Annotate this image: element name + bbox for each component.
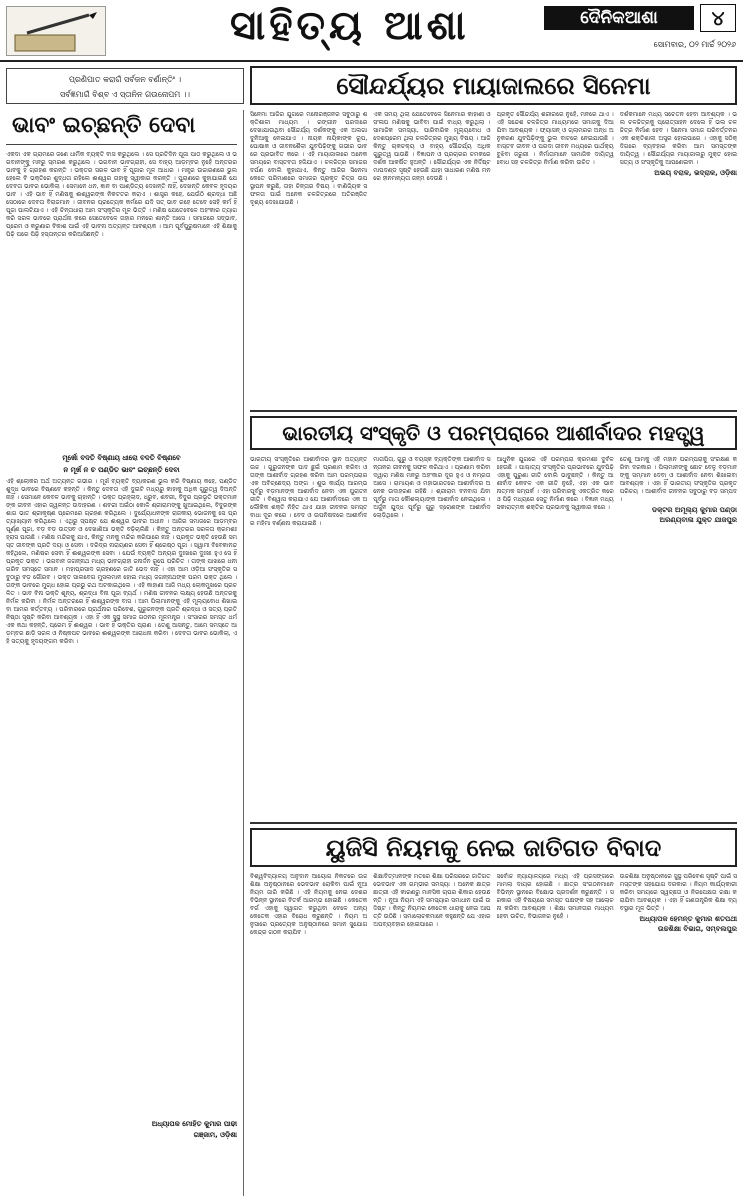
blessing-col-3: ଆଧୁନିକ ଯୁଗରେ ଏହି ପରମ୍ପରା କ୍ରମଶଃ ଦୁର୍ବଳ ହେଉଛି । ପାଶ୍ଚାତ୍ୟ ସଂସ୍କୃତିର ପ୍ରଭାବରେ ଯୁବପିଢ଼ି ଏହାକୁ ପୁରୁଣା ରୀତି ବୋଲି ଭାବୁଛନ୍ତି । କିନ୍ତୁ ଆଶୀର୍ବାଦ କେବଳ ଏକ ରୀତି ନୁହେଁ, ଏହା ଏକ ଭାବନାତ୍ମକ ସମ୍ପର୍କ । ଏହା ପରିବାରକୁ ଏକତ୍ରିତ କରେ ଓ ପିଢ଼ି ମଧ୍ୟରେ ସେତୁ ନିର୍ମାଣ କରେ । ବିଜ୍ଞାନ ମଧ୍ୟ ସକାରାତ୍ମକ ଶକ୍ତିର ପ୍ରଭାବକୁ ସ୍ୱୀକାର କରେ । (496, 456, 614, 511)
newspaper-brand: ଦୈନିକଆଶା (544, 6, 694, 30)
cinema-col-3: ପ୍ରକୃତ ସୌନ୍ଦର୍ଯ୍ୟ ଶରୀରରେ ନୁହେଁ, ମନରେ ଥାଏ । ଏହି ସନ୍ଦେଶ ଚଳଚ୍ଚିତ୍ର ମାଧ୍ୟମରେ ସମାଜକୁ ଦିଆଯିବା ଆବଶ୍ୟକ । ଫ୍ୟାସନ୍ ଓ ଗ୍ଲାମରର ଅନ୍ଧ ଅନୁକରଣ ଯୁବପିଢ଼ିଙ୍କୁ ଭୁଲ ବାଟରେ ନେଇଯାଉଛି । ବାସ୍ତବ ଜୀବନ ଓ ପରଦା ଜୀବନ ମଧ୍ୟରେ ପାର୍ଥକ୍ୟ ବୁଝିବା ଜରୁରୀ । ନିର୍ମାତାମାନେ ସାମାଜିକ ଦାୟିତ୍ୱବୋଧ ସହ ଚଳଚ୍ଚିତ୍ର ନିର୍ମାଣ କରିବା ଉଚିତ । (496, 111, 614, 166)
ugc-byline-place: ଉଚ୍ଚଶିକ୍ଷା ବିଭାଗ, ସମ୍ବଲପୁର (657, 925, 737, 933)
cinema-headline: ସୌନ୍ଦର୍ଯ୍ୟର ମାୟାଜାଲରେ ସିନେମା (250, 66, 737, 105)
cinema-col-4: ଦର୍ଶକମାନେ ମଧ୍ୟ ସଚେତନ ହେବା ଆବଶ୍ୟକ । ଭଲ ଚଳଚ୍ଚିତ୍ରକୁ ପ୍ରୋତ୍ସାହନ ଦେଲେ ହିଁ ଭଲ ଚଳଚ୍ଚିତ୍ର ନିର୍ମାଣ ହେବ । ସିନେମା ସମାଜ ପରିବର୍ତ୍ତନର ଏକ ଶକ୍ତିଶାଳୀ ଅସ୍ତ୍ର ହୋଇପାରେ । ଏହାକୁ ସଠିକ୍ ଦିଗରେ ବ୍ୟବହାର କରିବା ଆମ ସମସ୍ତଙ୍କ ଦାୟିତ୍ୱ । ସୌନ୍ଦର୍ଯ୍ୟର ମାୟାଜାଲରୁ ମୁକ୍ତ ହୋଇ ସତ୍ୟ ଓ ସଂସ୍କୃତିକୁ ଆପଣେଇବା । ଅଭୟ ବରାଳ, ଭଦ୍ରାକ, ଓଡ଼ିଶା (619, 111, 737, 177)
left-article-quote-2: ନ ମୂର୍ଖ ନ ଚ ପଣ୍ଡିତ ଭାବଂ ଇଚ୍ଛନ୍ତି ଦେବା (63, 466, 180, 474)
page-number: ୪ (700, 4, 736, 32)
pen-logo-icon (6, 6, 106, 56)
blessing-byline: ଡକ୍ଟର ଅମୂଲ୍ୟ କୁମାର ପଣ୍ଡା (651, 506, 737, 514)
left-article-byline: ଅଧ୍ୟାପକ ମୋହିତ କୁମାର ପାଢୀ (151, 1120, 237, 1128)
blessing-col-2: ମାତାପିତା, ଗୁରୁ ଓ ବୟସ୍କ ବ୍ୟକ୍ତିଙ୍କ ଆଶୀର୍ବାଦ ସନ୍ତାନର ଜୀବନକୁ ସଫଳ କରିଥାଏ । ପ୍ରଣାମ କରିବା ଦ୍ୱାରା ମଣିଷ ମନରୁ ଅହଂକାର ଦୂର ହୁଏ ଓ ନମ୍ରତା ଆସେ । ରାମାୟଣ ଓ ମହାଭାରତରେ ଆଶୀର୍ବାଦର ଅନେକ ଉଦାହରଣ ରହିଛି । ଶ୍ରୀରାମ ବନବାସ ଯିବା ପୂର୍ବରୁ ମାତା କୌଶଲ୍ୟାଙ୍କ ଆଶୀର୍ବାଦ ନେଇଥିଲେ । ଅର୍ଜୁନ ଯୁଦ୍ଧ ପୂର୍ବରୁ ଗୁରୁ ଦ୍ରୋଣଙ୍କ ଆଶୀର୍ବାଦ ଲୋଡ଼ିଥିଲେ । (373, 456, 491, 519)
cinema-byline: ଅଭୟ ବରାଳ, ଭଦ୍ରାକ, ଓଡ଼ିଶା (654, 169, 737, 177)
ugc-byline: ଅଧ୍ୟାପକ ହେମନ୍ତ କୁମାର ଶତପଥୀ (639, 915, 737, 923)
ugc-col-3: ସର୍ବୋଚ୍ଚ ନ୍ୟାୟାଳୟରେ ମଧ୍ୟ ଏହି ପ୍ରସଙ୍ଗରେ ମାମଲା ଦାୟର ହୋଇଛି । ଛାତ୍ର ସଂଗଠନମାନେ ବିଭିନ୍ନ ସ୍ଥାନରେ ବିକ୍ଷୋଭ ପ୍ରଦର୍ଶନ କରୁଛନ୍ତି । ସରକାର ଏହି ବିଷୟରେ ସମସ୍ତ ପକ୍ଷଙ୍କ ସହ ଆଲୋଚନା କରିବା ଆବଶ୍ୟକ । ଶିକ୍ଷା ସମାନତାର ମାଧ୍ୟମ ହେବା ଉଚିତ, ବିଭାଜନର ନୁହେଁ । (496, 873, 614, 920)
article-ugc (250, 828, 737, 1196)
article-cinema (250, 66, 737, 406)
dedication-box (6, 68, 244, 104)
left-article-byline-place: ଗଞ୍ଜାମ, ଓଡ଼ିଶା (193, 1131, 237, 1139)
ugc-col-1: ବିଶ୍ୱବିଦ୍ୟାଳୟ ଅନୁଦାନ ଆୟୋଗ ନିକଟରେ ଉଚ୍ଚଶିକ୍ଷା ଅନୁଷ୍ଠାନରେ ଭେଦଭାବ ରୋକିବା ପାଇଁ ନୂଆ ନିୟମ ଜାରି କରିଛି । ଏହି ନିୟମକୁ ନେଇ ଦେଶର ବିଭିନ୍ନ ସ୍ଥାନରେ ବିତର୍କ ଆରମ୍ଭ ହୋଇଛି । କେତେକ ବର୍ଗ ଏହାକୁ ସ୍ୱାଗତ କରୁଥିବା ବେଳେ ଅନ୍ୟ କେତେକ ଏହାର ବିରୋଧ କରୁଛନ୍ତି । ନିୟମ ଅନୁସାରେ ପ୍ରତ୍ୟେକ ଅନୁଷ୍ଠାନରେ ସମାନ ସୁଯୋଗ କେନ୍ଦ୍ର ଗଠନ କରାଯିବ । (250, 873, 368, 936)
blessing-col-1: ଭାରତୀୟ ସଂସ୍କୃତିରେ ଆଶୀର୍ବାଦର ସ୍ଥାନ ଅତ୍ୟନ୍ତ ଉଚ୍ଚ । ଗୁରୁଜନଙ୍କ ପାଦ ଛୁଇଁ ପ୍ରଣାମ କରିବା ଓ ତାଙ୍କ ଆଶୀର୍ବାଦ ଗ୍ରହଣ କରିବା ଆମ ପରମ୍ପରାର ଏକ ଅବିଚ୍ଛେଦ୍ୟ ଅଙ୍ଗ । ଶୁଭ କାର୍ଯ୍ୟ ଆରମ୍ଭ ପୂର୍ବରୁ ବଡ଼ମାନଙ୍କ ଆଶୀର୍ବାଦ ନେବା ଏକ ପୁରାତନ ରୀତି । ବିଶ୍ୱାସ କରାଯାଏ ଯେ ଆଶୀର୍ବାଦରେ ଏକ ଅଲୌକିକ ଶକ୍ତି ନିହିତ ଥାଏ ଯାହା ଜୀବନର ସମସ୍ତ ବାଧା ଦୂର କରେ । ବେଦ ଓ ଉପନିଷଦରେ ଆଶୀର୍ବାଦର ମହିମା ବର୍ଣ୍ଣନା କରାଯାଇଛି । (250, 456, 368, 527)
section-title: ସାହିତ୍ୟ ଆଶା (230, 2, 470, 49)
ugc-col-4: ଉଚ୍ଚଶିକ୍ଷା ଅନୁଷ୍ଠାନରେ ସୁସ୍ଥ ପରିବେଶ ସୃଷ୍ଟି ପାଇଁ ସମସ୍ତଙ୍କ ସହଯୋଗ ଦରକାର । ନିୟମ କାର୍ଯ୍ୟକାରୀ କରିବା ସମୟରେ ସ୍ୱଚ୍ଛତା ଓ ନିରପେକ୍ଷତା ରକ୍ଷା କରାଯିବା ଆବଶ୍ୟକ । ଏହା ହିଁ ଗଣତାନ୍ତ୍ରିକ ଶିକ୍ଷା ବ୍ୟବସ୍ଥାର ମୂଳ ଭିତ୍ତି । ଅଧ୍ୟାପକ ହେମନ୍ତ କୁମାର ଶତପଥୀ ଉଚ୍ଚଶିକ୍ଷା ବିଭାଗ, ସମ୍ବଲପୁର (619, 873, 737, 933)
blessing-byline-place: ଅରଣ୍ୟବାଳା ଯୁକ୍ତ ଯାଜପୁର (659, 516, 737, 524)
dateline: ସୋମବାର, ୦୨ ମାର୍ଚ୍ଚ ୨୦୨୬ (653, 40, 736, 49)
section-divider-1 (250, 410, 737, 412)
section-divider-2 (250, 822, 737, 824)
dedication-line-1: ପ୍ରଣିପାତ କରାଗଁ ସର୍ବଜନ ବର୍ଣାନ୍ତିଂ । (68, 75, 182, 84)
article-blessing (250, 416, 737, 816)
blessing-headline: ଭାରତୀୟ ସଂସ୍କୃତି ଓ ପରମ୍ପରାରେ ଆଶୀର୍ବାଦର ମହତ୍ତ୍ୱ (250, 416, 737, 450)
cinema-col-1: ସିନେମା ଆଜିର ଯୁଗରେ ମନୋରଞ୍ଜନର ସବୁଠାରୁ ଶକ୍ତିଶାଳୀ ମାଧ୍ୟମ । ରଙ୍ଗୀନ ପରଦାରେ ଦେଖାଯାଉଥିବା ସୌନ୍ଦର୍ଯ୍ୟ ଦର୍ଶକଙ୍କୁ ଏକ ଅଲଗା ଦୁନିଆକୁ ନେଇଯାଏ । ନାୟକ ନାୟିକାଙ୍କ ରୂପ, ପୋଷାକ ଓ ଜୀବନଶୈଳୀ ଯୁବପିଢ଼ିଙ୍କୁ ଗଭୀର ଭାବରେ ପ୍ରଭାବିତ କରେ । ଏହି ମାୟାଜାଲରେ ଅନେକ ସମୟରେ ବାସ୍ତବତା ହଜିଯାଏ । ଚଳଚ୍ଚିତ୍ର ସମାଜର ଦର୍ପଣ ବୋଲି କୁହାଯାଏ, କିନ୍ତୁ ଆଜିର ସିନେମା କେତେ ପରିମାଣରେ ସମାଜର ପ୍ରକୃତ ଚିତ୍ର ଉପସ୍ଥାପନ କରୁଛି, ତାହା ଚିନ୍ତାର ବିଷୟ । ବାଣିଜ୍ୟିକ ସଫଳତା ପାଇଁ ଅନେକ ଚଳଚ୍ଚିତ୍ରରେ ଅତିରଞ୍ଜିତ ଦୃଶ୍ୟ ଦେଖାଯାଉଛି । (250, 111, 368, 206)
left-article-quote-1: ମୂର୍ଖୋ ବଦତି ବିଷ୍ଣାୟ ଧୀରୋ ବଦତି ବିଷ୍ଣବେ (62, 454, 181, 462)
ugc-headline: ୟୁଜିସି ନିୟମକୁ ନେଇ ଜାତିଗତ ବିବାଦ (250, 828, 737, 867)
blessing-col-4: ତେଣୁ ଆମକୁ ଏହି ମହାନ ପରମ୍ପରାକୁ ସଂରକ୍ଷଣ କରିବା ଦରକାର । ପିଲାମାନଙ୍କୁ ଛୋଟ ବେଳୁ ବଡ଼ମାନଙ୍କୁ ସମ୍ମାନ ଦେବା ଓ ଆଶୀର୍ବାଦ ନେବା ଶିଖାଇବା ଆବଶ୍ୟକ । ଏହା ହିଁ ଭାରତୀୟ ସଂସ୍କୃତିର ପ୍ରକୃତ ପରିଚୟ । ଆଶୀର୍ବାଦ ଜୀବନର ସବୁଠାରୁ ବଡ଼ ସମ୍ପଦ । ଡକ୍ଟର ଅମୂଲ୍ୟ କୁମାର ପଣ୍ଡା ଅରଣ୍ୟବାଳା ଯୁକ୍ତ ଯାଜପୁର (619, 456, 737, 524)
left-article-body-1: ଏକଦା ଏକ ଗ୍ରାମରେ ଜଣେ ଧାର୍ମିକ ବ୍ୟକ୍ତି ବାସ କରୁଥିଲେ । ସେ ପ୍ରତିଦିନ ପୂଜା ପାଠ କରୁଥିଲେ ଓ ଭଗବାନଙ୍କୁ ମନରୁ ସ୍ମରଣ କରୁଥିଲେ । ଭଗବାନ ଭାବଗ୍ରାହୀ, ସେ ବାହ୍ୟ ଆଡ଼ମ୍ବର ନୁହେଁ ଅନ୍ତରର ଭାବକୁ ହିଁ ଗ୍ରହଣ କରନ୍ତି । ଭକ୍ତର ସରଳ ଭାବ ହିଁ ପୂଜାର ମୂଳ ଆଧାର । ମନ୍ତ୍ର ଉଚ୍ଚାରଣରେ ଭୁଲ ହେଲେ ବି ଭକ୍ତିରେ ଶୁଦ୍ଧତା ରହିଲେ ଈଶ୍ୱର ତାହାକୁ ସ୍ୱୀକାର କରନ୍ତି । ପୁରାଣରେ କୁହାଯାଇଛି ଯେ ଦେବତା ଭାବର ଭୋକିଲା । ସେମାନେ ଧନ, ଜ୍ଞାନ ବା ପାଣ୍ଡିତ୍ୟ ଦେଖନ୍ତି ନାହିଁ, ଦେଖନ୍ତି କେବଳ ହୃଦୟର ଭାବ । ଏହି ଭାବ ହିଁ ମଣିଷକୁ ଈଶ୍ୱରଙ୍କ ନିକଟତର କରାଏ । ଶାସ୍ତ୍ର କହେ, ଯେଉଁଠି ଶ୍ରଦ୍ଧା ଅଛି ସେଠାରେ ଦେବତା ବିରାଜମାନ । ଜୀବନର ପ୍ରତ୍ୟେକ କର୍ମରେ ଯଦି ସତ୍ ଭାବ ରହେ ତେବେ ସେହି କର୍ମ ହିଁ ପୂଜା ପାଲଟିଯାଏ । ଏହି ଚିନ୍ତାଧାରା ଆମ ସଂସ୍କୃତିର ମୂଳ ଭିତ୍ତି । ମଣିଷ ଯେତେବେଳେ ଅହଂକାର ତ୍ୟାଗ କରି ସରଳ ଭାବରେ ପ୍ରାର୍ଥନା କରେ ସେତେବେଳେ ତାହାର ମନରେ ଶାନ୍ତି ଆସେ । ସମାଜରେ ସଦ୍‌ଭାବ, ପ୍ରେମ ଓ କରୁଣାର ବିକାଶ ପାଇଁ ଏହି ଭାବନା ଅତ୍ୟନ୍ତ ଆବଶ୍ୟକ । ଆମ ପୂର୍ବପୁରୁଷମାନେ ଏହି ଶିକ୍ଷାକୁ ପିଢ଼ି ପରେ ପିଢ଼ି ହସ୍ତାନ୍ତର କରିଆସିଛନ୍ତି । (6, 151, 237, 238)
left-article (6, 110, 244, 1196)
left-article-body-2: ଏହି ଶ୍ଲୋକର ଅର୍ଥ ଅତ୍ୟନ୍ତ ଗଭୀର । ମୂର୍ଖ ବ୍ୟକ୍ତି ବ୍ୟାକରଣ ଭୁଲ କରି ବିଷ୍ଣାୟ କହେ, ପଣ୍ଡିତ ଶୁଦ୍ଧ ଭାବରେ ବିଷ୍ଣବେ କହନ୍ତି । କିନ୍ତୁ ଦେବତା ଏହି ଦୁଇଟି ମଧ୍ୟରୁ କାହାକୁ ଅଧିକ ଗୁରୁତ୍ୱ ଦିଅନ୍ତି ନାହିଁ । ସେମାନେ କେବଳ ଭାବକୁ ଚାହାନ୍ତି । ଭକ୍ତ ପ୍ରହ୍ଲାଦ, ଧ୍ରୁବ, ଶବରୀ, ବିଦୁର ପ୍ରଭୃତି ଭକ୍ତମାନଙ୍କ ଜୀବନ ଏହାର ଜ୍ୱଳନ୍ତ ଉଦାହରଣ । ଶବରୀ ଅଇଁଠା କୋଳି ଶ୍ରୀରାମଙ୍କୁ ଖୁଆଇଥିଲେ, ବିଦୁରଙ୍କ ଶାଗ ଭାତ ଶ୍ରୀକୃଷ୍ଣ ପ୍ରେମରେ ଗ୍ରହଣ କରିଥିଲେ । ଦୁର୍ଯ୍ୟୋଧନଙ୍କ ରାଜକୀୟ ଭୋଜନକୁ ସେ ପ୍ରତ୍ୟାଖ୍ୟାନ କରିଥିଲେ । ଏଥିରୁ ସ୍ପଷ୍ଟ ଯେ ଈଶ୍ୱର ଭାବର ଅଧୀନ । ଆଜିର ସମାଜରେ ଆଡ଼ମ୍ବରପୂର୍ଣ୍ଣ ପୂଜା, ବଡ଼ ବଡ଼ ଉତ୍ସବ ଓ ଦେଖାଣିଆ ଭକ୍ତି ବଢ଼ିଚାଲିଛି । କିନ୍ତୁ ଅନ୍ତରର ସରଳତା କ୍ରମଶଃ ହ୍ରାସ ପାଉଛି । ମଣିଷ ମନ୍ଦିରକୁ ଯାଏ, କିନ୍ତୁ ମନକୁ ମନ୍ଦିର କରିପାରେ ନାହିଁ । ପ୍ରକୃତ ଭକ୍ତି ହେଉଛି ସମସ୍ତ ଜୀବଙ୍କ ପ୍ରତି ଦୟା ଓ ସେବା । ଦରିଦ୍ର ନାରାୟଣର ସେବା ହିଁ ଶ୍ରେଷ୍ଠ ପୂଜା । ସ୍ୱାମୀ ବିବେକାନନ୍ଦ କହିଥିଲେ, ମଣିଷର ସେବା ହିଁ ଈଶ୍ୱରଙ୍କ ସେବା । ଯେଉଁ ବ୍ୟକ୍ତି ଅନ୍ୟର ଦୁଃଖରେ ଦୁଃଖୀ ହୁଏ ସେ ହିଁ ପ୍ରକୃତ ଭକ୍ତ । ଭଗବାନ ଜଗନ୍ନାଥ ମଧ୍ୟ ଭାବଗ୍ରାହୀ ଜନାର୍ଦ୍ଦନ ରୂପେ ପରିଚିତ । ତାଙ୍କ ପାଖରେ ଧନୀ ଗରିବ ସମସ୍ତେ ସମାନ । ମହାପ୍ରସାଦ ଗ୍ରହଣରେ ଜାତି ଭେଦ ନାହିଁ । ଏହା ଆମ ଓଡ଼ିଆ ସଂସ୍କୃତିର ସବୁଠାରୁ ବଡ଼ ଗୌରବ । ଭକ୍ତ ସାଲବେଗ ମୁସଲମାନ ହୋଇ ମଧ୍ୟ ଜଗନ୍ନାଥଙ୍କ ପରମ ଭକ୍ତ ଥିଲେ । ତାଙ୍କ ଭାବରେ ମୁଗ୍ଧ ହୋଇ ପ୍ରଭୁ ରଥ ଅଟକାଇଥିଲେ । ଏହି କାହାଣୀ ଆଜି ମଧ୍ୟ ଲୋକମୁଖରେ ପ୍ରଚଳିତ । ଭାବ ବିନା ଭକ୍ତି ଶୂନ୍ୟ, ଶ୍ରଦ୍ଧା ବିନା ପୂଜା ବ୍ୟର୍ଥ । ମଣିଷ ଜୀବନର ଲକ୍ଷ୍ୟ ହେଉଛି ଅନ୍ତରକୁ ନିର୍ମଳ କରିବା । ନିର୍ମଳ ଅନ୍ତରରେ ହିଁ ଈଶ୍ୱରଙ୍କ ବାସ । ଆମ ପିଲାମାନଙ୍କୁ ଏହି ମୂଲ୍ୟବୋଧ ଶିଖାଇବା ଆମର କର୍ତ୍ତବ୍ୟ । ପରିବାରରେ ପ୍ରାର୍ଥନାର ପରିବେଶ, ଗୁରୁଜନଙ୍କ ପ୍ରତି ଶ୍ରଦ୍ଧା ଓ ସତ୍ୟ ପ୍ରତି ନିଷ୍ଠା ସୃଷ୍ଟି କରିବା ଆବଶ୍ୟକ । ଏହା ହିଁ ଏକ ସୁସ୍ଥ ସମାଜ ଗଠନର ମୂଳମନ୍ତ୍ର । ସଂସାରର ସମସ୍ତ ଧର୍ମ ଏକ କଥା କହନ୍ତି, ପ୍ରେମ ହିଁ ଈଶ୍ୱର । ଭାବ ହିଁ ଭକ୍ତିର ପ୍ରାଣ । ତେଣୁ ଆସନ୍ତୁ, ଆମେ ସମସ୍ତେ ଆଡ଼ମ୍ବର ଛାଡ଼ି ସରଳ ଓ ନିଷ୍କପଟ ଭାବରେ ଈଶ୍ୱରଙ୍କ ଆରାଧନା କରିବା । ଦେବତା ଭାବର ଭୋକିଲା, ଏହି ସତ୍ୟକୁ ହୃଦୟଙ୍ଗମ କରିବା । (6, 478, 237, 645)
left-article-headline: ଭାବଂ ଇଚ୍ଛନ୍ତି ଦେବା (6, 110, 237, 145)
dedication-line-2: ସର୍ବଜ୍ଞମାଗଁ ବିଶ୍ବ ଏ ସ୍ତାନିନ ଗଉନୋପମ ।। (60, 90, 190, 99)
masthead (0, 0, 743, 62)
cinema-col-2: ଏକ ସମୟ ଥିଲା ଯେତେବେଳେ ସିନେମାର କାହାଣୀ ଓ ସଂଳାପ ମଣିଷକୁ ଭାବିବା ପାଇଁ ବାଧ୍ୟ କରୁଥିଲା । ସାମାଜିକ ସମସ୍ୟା, ପାରିବାରିକ ମୂଲ୍ୟବୋଧ ଓ ଦେଶପ୍ରେମ ଥିଲା ଚଳଚ୍ଚିତ୍ରର ମୁଖ୍ୟ ବିଷୟ । ଆଜି କିନ୍ତୁ ଚାକଚକ୍ୟ ଓ ବାହ୍ୟ ସୌନ୍ଦର୍ଯ୍ୟ ଅଧିକ ଗୁରୁତ୍ୱ ପାଉଛି । ବିଜ୍ଞାପନ ଓ ପ୍ରଚାରର ଚମକରେ ଦର୍ଶକ ଆକର୍ଷିତ ହୁଅନ୍ତି । ସୌନ୍ଦର୍ଯ୍ୟର ଏକ ନିର୍ଦ୍ଦିଷ୍ଟ ମାପଦଣ୍ଡ ସୃଷ୍ଟି ହେଉଛି ଯାହା ସାଧାରଣ ମଣିଷ ମନରେ ହୀନମନ୍ୟତା ଜନ୍ମ ଦେଉଛି । (373, 111, 491, 182)
ugc-col-2: ଶିକ୍ଷାବିତ୍‌ମାନଙ୍କ ମତରେ ଶିକ୍ଷା ପରିସରରେ ଜାତିଗତ ଭେଦଭାବ ଏକ ଗମ୍ଭୀର ସମସ୍ୟା । ଅନେକ ଛାତ୍ରଛାତ୍ରୀ ଏହି କାରଣରୁ ମାନସିକ ଚାପର ଶିକାର ହେଉଛନ୍ତି । ନୂଆ ନିୟମ ଏହି ସମସ୍ୟାର ସମାଧାନ ପାଇଁ ଉଦ୍ଦିଷ୍ଟ । କିନ୍ତୁ ନିୟମର କେତେକ ଧାରାକୁ ନେଇ ଆପତ୍ତି ଉଠିଛି । ସମାଲୋଚକମାନେ କହୁଛନ୍ତି ଯେ ଏହାର ଅପବ୍ୟବହାର ହୋଇପାରେ । (373, 873, 491, 928)
